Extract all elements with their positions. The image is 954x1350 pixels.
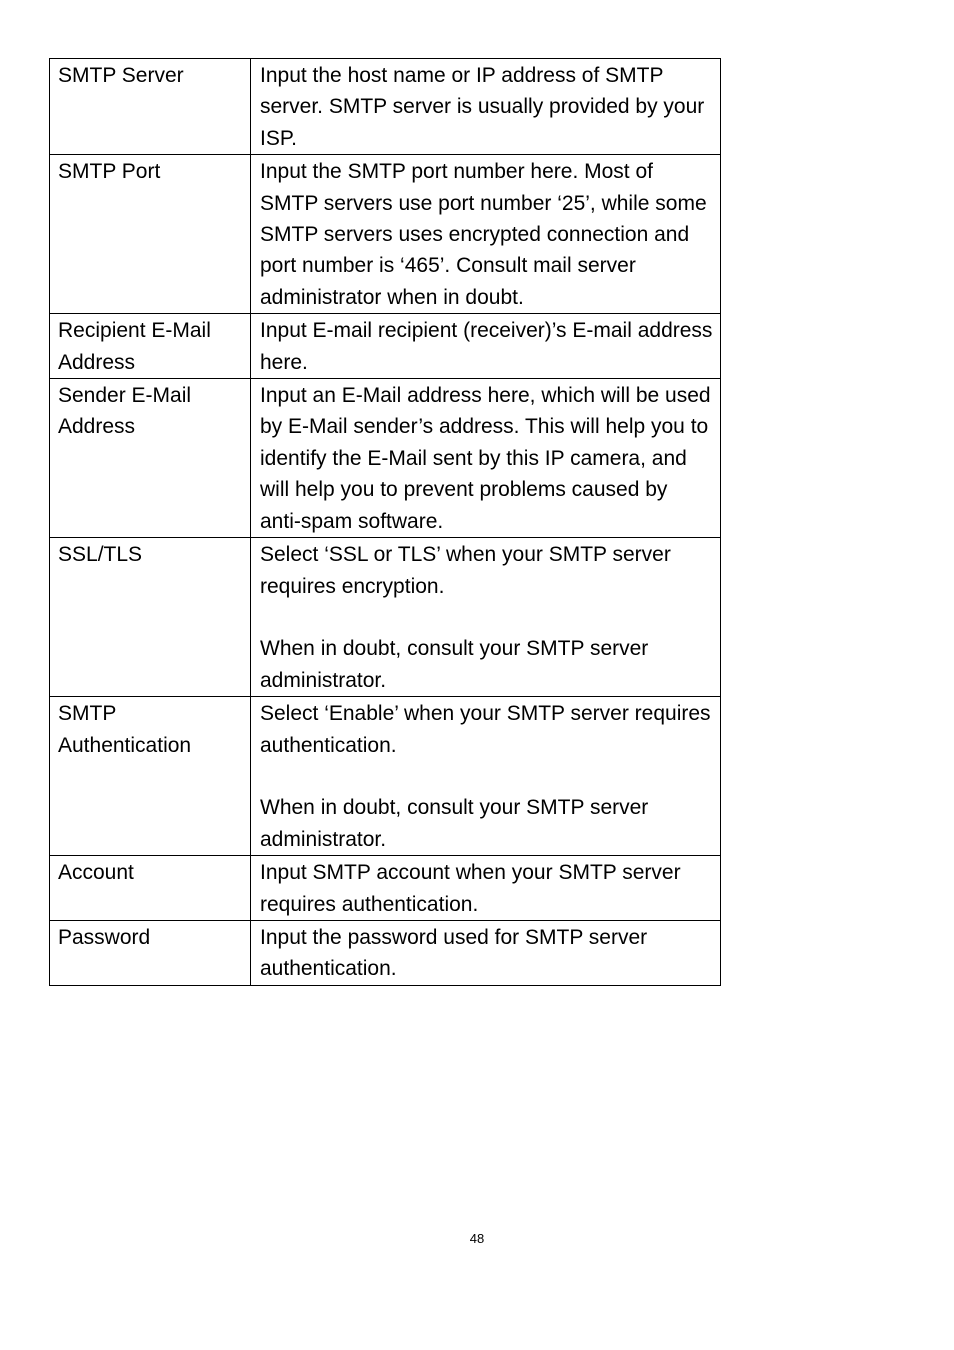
setting-description: Select ‘SSL or TLS’ when your SMTP server requires encryption. When in doubt, consult your SMTP server administrator. bbox=[251, 538, 721, 697]
setting-name: SMTP Port bbox=[50, 155, 251, 314]
table-row bbox=[50, 59, 721, 155]
setting-description: Input the password used for SMTP server authentication. bbox=[251, 920, 721, 985]
setting-name: Password bbox=[50, 920, 251, 985]
table-row bbox=[50, 920, 721, 985]
setting-name: Sender E-Mail Address bbox=[50, 379, 251, 538]
setting-description: Input E-mail recipient (receiver)’s E-mail address here. bbox=[251, 314, 721, 379]
table-row bbox=[50, 379, 721, 538]
table-row bbox=[50, 155, 721, 314]
setting-description: Input the SMTP port number here. Most of SMTP servers use port number ‘25’, while some SMTP servers uses encrypted connection and port number is ‘465’. Consult mail server administrator when in doubt. bbox=[251, 155, 721, 314]
setting-description: Select ‘Enable’ when your SMTP server requires authentication. When in doubt, consult your SMTP server administrator. bbox=[251, 697, 721, 856]
setting-description: Input an E-Mail address here, which will be used by E-Mail sender’s address. This will help you to identify the E-Mail sent by this IP camera, and will help you to prevent problems caused by anti-spam software. bbox=[251, 379, 721, 538]
setting-name: Recipient E-Mail Address bbox=[50, 314, 251, 379]
table-row bbox=[50, 314, 721, 379]
setting-description: Input the host name or IP address of SMTP server. SMTP server is usually provided by your ISP. bbox=[251, 59, 721, 155]
table-row bbox=[50, 697, 721, 856]
setting-name: SMTP Server bbox=[50, 59, 251, 155]
table-row bbox=[50, 538, 721, 697]
setting-name: SSL/TLS bbox=[50, 538, 251, 697]
page-number: 48 bbox=[469, 1231, 485, 1246]
smtp-settings-table bbox=[49, 58, 721, 986]
table-row bbox=[50, 856, 721, 921]
setting-name: SMTP Authentication bbox=[50, 697, 251, 856]
setting-name: Account bbox=[50, 856, 251, 921]
setting-description: Input SMTP account when your SMTP server requires authentication. bbox=[251, 856, 721, 921]
